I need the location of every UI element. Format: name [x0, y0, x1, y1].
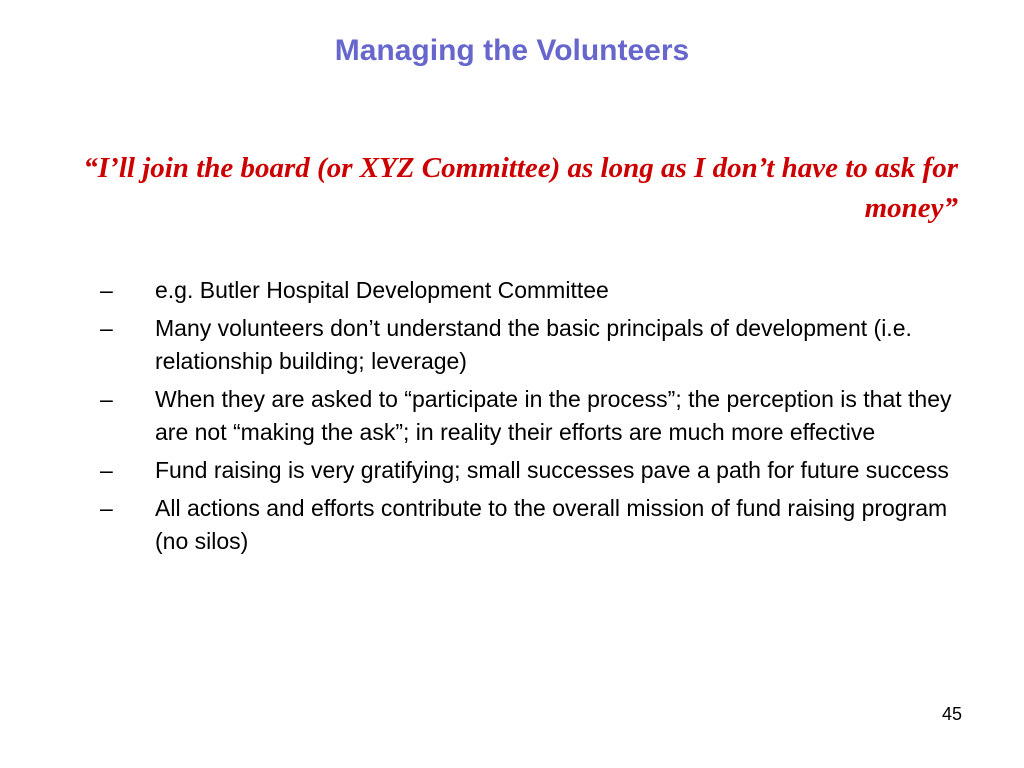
list-item	[100, 383, 960, 449]
bullet-text: When they are asked to “participate in the process”; the perception is that they are not “making the ask”; in reality their efforts are much more effective	[155, 386, 952, 445]
bullet-list	[100, 274, 960, 563]
bullet-text: All actions and efforts contribute to the overall mission of fund raising program (no silos)	[155, 495, 948, 554]
bullet-dash: –	[100, 386, 113, 412]
bullet-text: Many volunteers don’t understand the basic principals of development (i.e. relationship building; leverage)	[155, 315, 912, 374]
slide-quote: “I’ll join the board (or XYZ Committee) as long as I don’t have to ask for money”	[83, 152, 958, 224]
list-item	[100, 454, 960, 487]
list-item	[100, 492, 960, 558]
list-item	[100, 312, 960, 378]
bullet-dash: –	[100, 495, 113, 521]
bullet-text: e.g. Butler Hospital Development Committee	[155, 277, 609, 303]
slide-title: Managing the Volunteers	[334, 34, 690, 67]
list-item	[100, 274, 960, 307]
bullet-dash: –	[100, 315, 113, 341]
bullet-dash: –	[100, 457, 113, 483]
page-number: 45	[941, 704, 962, 724]
bullet-dash: –	[100, 277, 113, 303]
bullet-text: Fund raising is very gratifying; small successes pave a path for future success	[155, 457, 949, 483]
